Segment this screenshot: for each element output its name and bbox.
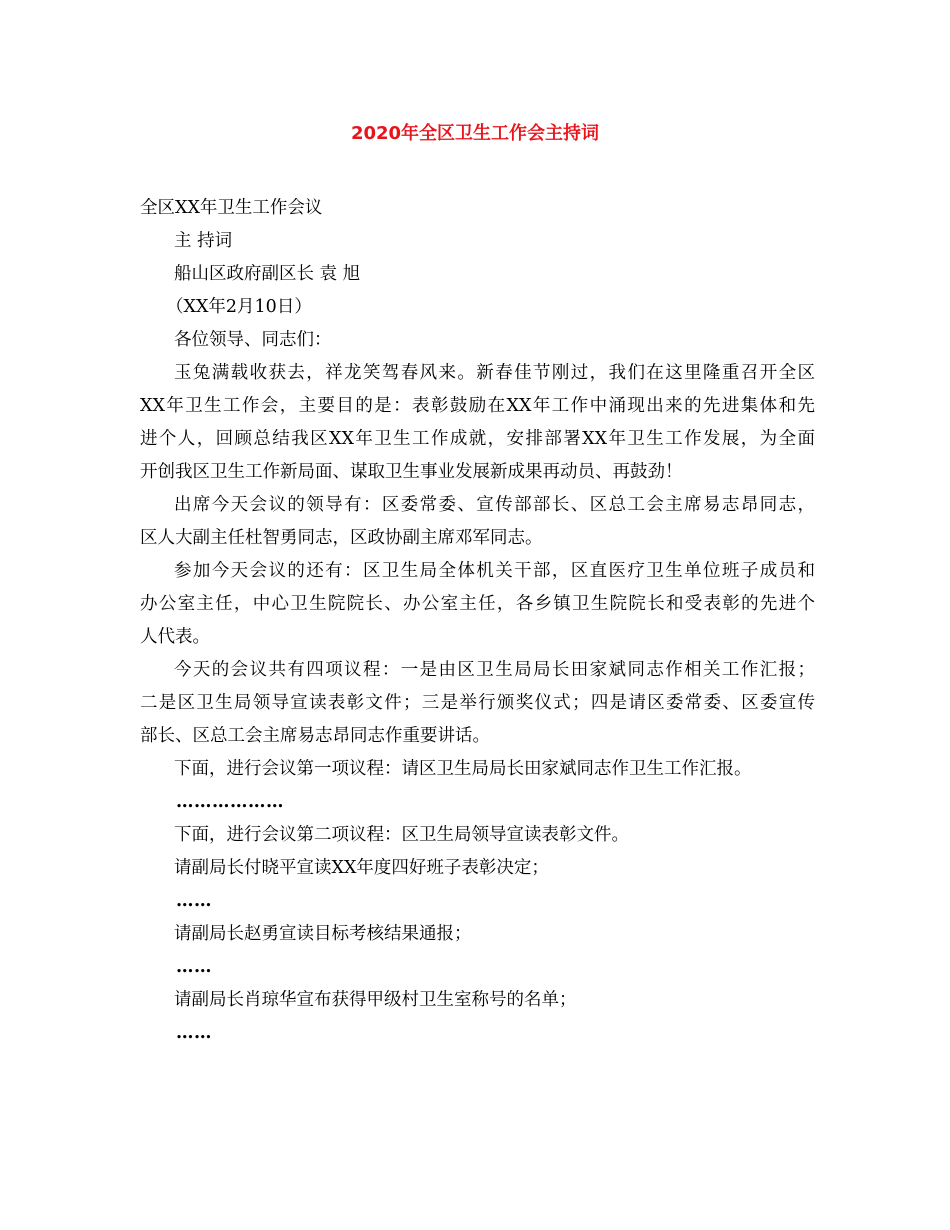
ellipsis-2: …… bbox=[176, 957, 212, 977]
date-line: （XX年2月10日） bbox=[166, 297, 312, 317]
paragraph-line: 部长、区总工会主席易志昂同志作重要讲话。 bbox=[140, 726, 490, 746]
meeting-heading: 全区XX年卫生工作会议 bbox=[140, 198, 323, 218]
agenda-item-one: 下面，进行会议第一项议程：请区卫生局局长田家斌同志作卫生工作汇报。 bbox=[174, 759, 752, 779]
paragraph-line: 人代表。 bbox=[140, 627, 210, 647]
host-speech-label: 主 持词 bbox=[174, 231, 233, 251]
paragraph-line: 今天的会议共有四项议程：一是由区卫生局局长田家斌同志作相关工作汇报； bbox=[174, 660, 815, 680]
paragraph-attending-leaders bbox=[140, 489, 815, 555]
ellipsis-3: …… bbox=[176, 1023, 212, 1043]
request-line-2: 请副局长赵勇宣读目标考核结果通报； bbox=[174, 924, 472, 944]
document-body bbox=[140, 192, 815, 1050]
paragraph-participants bbox=[140, 555, 815, 654]
paragraph-opening bbox=[140, 357, 815, 489]
paragraph-line: 进个人，回顾总结我区XX年卫生工作成就，安排部署XX年卫生工作发展，为全面 bbox=[140, 429, 815, 449]
paragraph-line: 区人大副主任杜智勇同志，区政协副主席邓军同志。 bbox=[140, 528, 543, 548]
paragraph-line: 玉兔满载收获去，祥龙笑驾春风来。新春佳节刚过，我们在这里隆重召开全区 bbox=[174, 363, 815, 383]
document-title: 2020年全区卫生工作会主持词 bbox=[350, 123, 600, 144]
paragraph-line: XX年卫生工作会，主要目的是：表彰鼓励在XX年工作中涌现出来的先进集体和先 bbox=[140, 396, 815, 416]
ellipsis-1: …… bbox=[176, 891, 212, 911]
paragraph-agenda bbox=[140, 654, 815, 753]
paragraph-line: 办公室主任，中心卫生院院长、办公室主任，各乡镇卫生院院长和受表彰的先进个 bbox=[140, 594, 815, 614]
paragraph-line: 出席今天会议的领导有：区委常委、宣传部部长、区总工会主席易志昂同志， bbox=[174, 495, 815, 515]
agenda-item-two: 下面，进行会议第二项议程：区卫生局领导宣读表彰文件。 bbox=[174, 825, 629, 845]
salutation: 各位领导、同志们： bbox=[174, 330, 332, 350]
request-line-3: 请副局长肖琼华宣布获得甲级村卫生室称号的名单； bbox=[174, 990, 577, 1010]
paragraph-line: 参加今天会议的还有：区卫生局全体机关干部，区直医疗卫生单位班子成员和 bbox=[174, 561, 815, 581]
paragraph-line: 二是区卫生局领导宣读表彰文件；三是举行颁奖仪式；四是请区委常委、区委宣传 bbox=[140, 693, 815, 713]
speaker-line: 船山区政府副区长 袁 旭 bbox=[174, 264, 361, 284]
request-line-1: 请副局长付晓平宣读XX年度四好班子表彰决定； bbox=[174, 858, 549, 878]
paragraph-line: 开创我区卫生工作新局面、谋取卫生事业发展新成果再动员、再鼓劲！ bbox=[140, 462, 683, 482]
ellipsis-long: ……………… bbox=[176, 792, 284, 812]
